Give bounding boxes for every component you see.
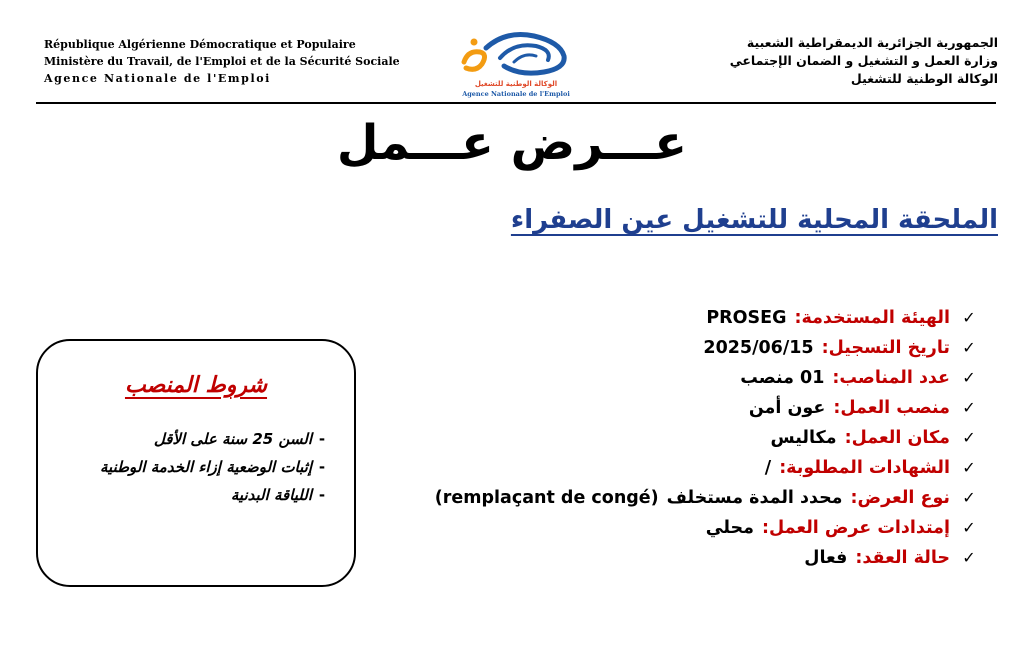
checkmark-icon: ✓ — [962, 398, 976, 417]
detail-offer-type — [340, 483, 980, 513]
header-arabic — [578, 34, 998, 88]
header-fr-line-republic: République Algérienne Démocratique et Populaire — [44, 38, 356, 51]
checkmark-icon: ✓ — [962, 368, 976, 387]
detail-label: الهيئة المستخدمة: — [794, 308, 950, 328]
detail-required-diplomas — [340, 453, 980, 483]
detail-label: حالة العقد: — [855, 548, 950, 568]
condition-item: -السن 25 سنة على الأقل — [42, 425, 332, 453]
detail-work-location — [340, 423, 980, 453]
detail-label: منصب العمل: — [833, 398, 950, 418]
header-fr-line-ministry: Ministère du Travail, de l'Emploi et de la Sécurité Sociale — [44, 55, 400, 68]
detail-label: عدد المناصب: — [832, 368, 950, 388]
header-fr-line-agency: Agence Nationale de l'Emploi — [44, 72, 271, 85]
job-details-list — [340, 303, 980, 573]
condition-item: -إثبات الوضعية إزاء الخدمة الوطنية — [42, 453, 332, 481]
logo-caption-arabic: الوكالة الوطنية للتشغيل — [474, 80, 558, 88]
header-ar-line-agency: الوكالة الوطنية للتشغيل — [850, 71, 998, 86]
header-french — [44, 36, 424, 87]
conditions-title: شروط المنصب — [124, 373, 268, 398]
header-ar-line-ministry: وزارة العمل و التشغيل و الضمان الإجتماعي — [729, 53, 998, 68]
logo-caption-french: Agence Nationale de l'Emploi — [462, 90, 570, 98]
dash-bullet-icon: - — [318, 458, 326, 476]
detail-value: فعال — [804, 548, 848, 568]
detail-employer — [340, 303, 980, 333]
detail-value: عون أمن — [748, 398, 826, 418]
anem-logo — [452, 28, 580, 102]
job-conditions-box — [36, 339, 356, 587]
checkmark-icon: ✓ — [962, 428, 976, 447]
header-divider — [36, 102, 996, 104]
condition-item: -اللياقة البدنية — [42, 481, 332, 509]
detail-value: / — [764, 458, 772, 478]
detail-label: تاريخ التسجيل: — [821, 338, 950, 358]
header-ar-line-republic: الجمهورية الجزائرية الديمقراطية الشعبية — [746, 35, 998, 50]
checkmark-icon: ✓ — [962, 488, 976, 507]
agency-branch-subtitle: الملحقة المحلية للتشغيل عين الصفراء — [510, 205, 998, 235]
checkmark-icon: ✓ — [962, 458, 976, 477]
detail-job-position — [340, 393, 980, 423]
detail-value: 2025/06/15 — [703, 338, 814, 358]
detail-value: محدد المدة مستخلف — [666, 488, 843, 508]
detail-label: إمتدادات عرض العمل: — [761, 518, 950, 538]
checkmark-icon: ✓ — [962, 308, 976, 327]
detail-positions-count — [340, 363, 980, 393]
detail-registration-date — [340, 333, 980, 363]
detail-value: PROSEG — [706, 308, 787, 328]
checkmark-icon: ✓ — [962, 338, 976, 357]
detail-label: نوع العرض: — [850, 488, 950, 508]
detail-label: مكان العمل: — [844, 428, 950, 448]
dash-bullet-icon: - — [318, 430, 326, 448]
detail-offer-extent — [340, 513, 980, 543]
dash-bullet-icon: - — [318, 486, 326, 504]
detail-value: 01 منصب — [740, 368, 825, 388]
detail-contract-status — [340, 543, 980, 573]
detail-value-french: (remplaçant de congé) — [434, 488, 659, 508]
detail-value: مكاليس — [770, 428, 837, 448]
detail-value: محلي — [705, 518, 754, 538]
checkmark-icon: ✓ — [962, 518, 976, 537]
page-title: عـــرض عـــمل — [336, 115, 688, 171]
anem-logo-icon — [452, 28, 580, 80]
checkmark-icon: ✓ — [962, 548, 976, 567]
conditions-list — [42, 425, 332, 509]
detail-label: الشهادات المطلوبة: — [779, 458, 950, 478]
